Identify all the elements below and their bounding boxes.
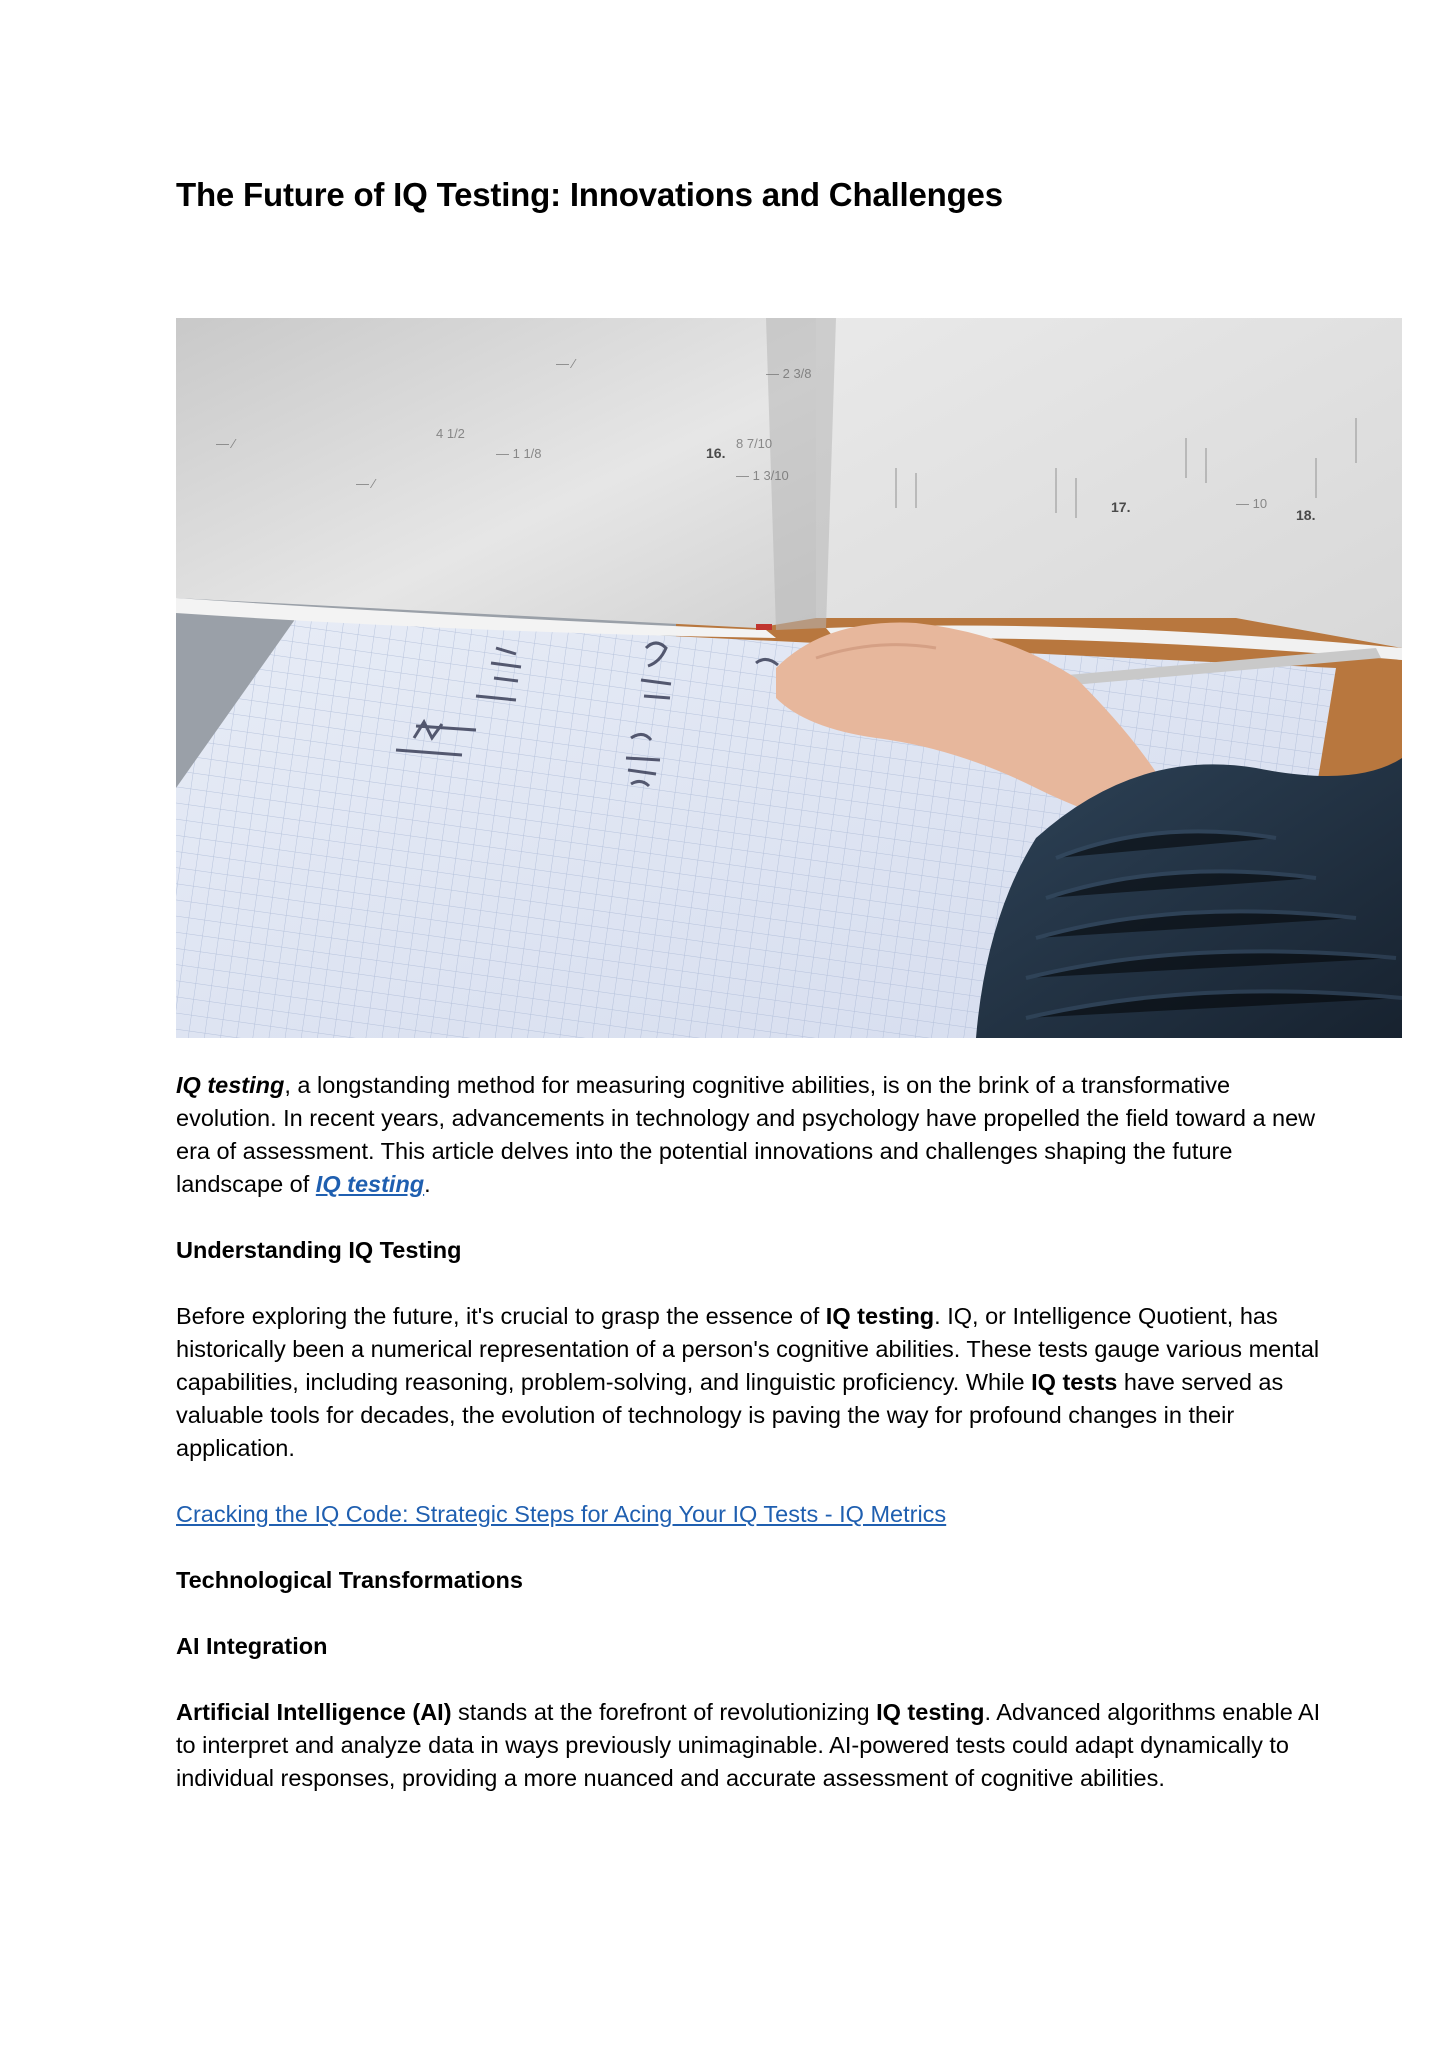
svg-text:— 1 3/10: — 1 3/10 bbox=[736, 468, 789, 483]
intro-paragraph bbox=[176, 1069, 1326, 1201]
svg-text:— 1 1/8: — 1 1/8 bbox=[496, 446, 542, 461]
svg-text:8 7/10: 8 7/10 bbox=[736, 436, 773, 451]
understanding-paragraph bbox=[176, 1300, 1326, 1465]
intro-text-1: , a longstanding method for measuring cognitive abilities, is on the brink of a transformative evolution. In recent years, advancements in technology and psychology have propelled the field toward a new era of assessment. This article delves into the potential innovations and challenges shaping the future landscape of bbox=[176, 1072, 1316, 1197]
page-title: The Future of IQ Testing: Innovations and Challenges bbox=[176, 176, 1003, 213]
svg-text:— ⁄: — ⁄ bbox=[356, 476, 375, 491]
ai-text-2: . Advanced algorithms enable AI to interpret and analyze data in ways previously unimaginable. AI-powered tests could adapt dynamically to individual responses, providing a more nuanced and accurate assessment of cognitive abilities. bbox=[176, 1699, 1321, 1791]
svg-text:— 10: — 10 bbox=[1236, 496, 1268, 511]
section-heading-understanding: Understanding IQ Testing bbox=[176, 1237, 462, 1263]
intro-text-2: . bbox=[424, 1171, 431, 1197]
svg-text:— ⁄: — ⁄ bbox=[556, 356, 575, 371]
related-article-link[interactable]: Cracking the IQ Code: Strategic Steps for Acing Your IQ Tests - IQ Metrics bbox=[176, 1501, 947, 1527]
understanding-text-2: . IQ, or Intelligence Quotient, has historically been a numerical representation of a person's cognitive abilities. These tests gauge various mental capabilities, including reasoning, problem-solving, and linguistic proficiency. While bbox=[176, 1303, 1320, 1395]
hero-mark-16: 16. bbox=[706, 445, 726, 461]
article-body bbox=[176, 1069, 1326, 1795]
understanding-text-3: have served as valuable tools for decades, the evolution of technology is paving the way for profound changes in their application. bbox=[176, 1369, 1284, 1461]
svg-text:— 2 3/8: — 2 3/8 bbox=[766, 366, 812, 381]
intro-lead-term: IQ testing bbox=[176, 1072, 285, 1098]
ai-bold-1: Artificial Intelligence (AI) bbox=[176, 1699, 452, 1725]
intro-iq-testing-link[interactable]: IQ testing bbox=[315, 1171, 425, 1197]
ai-bold-2: IQ testing bbox=[876, 1699, 985, 1725]
hero-image bbox=[176, 318, 1402, 1038]
understanding-bold-2: IQ tests bbox=[1031, 1369, 1118, 1395]
understanding-text-1: Before exploring the future, it's crucial to grasp the essence of bbox=[176, 1303, 826, 1329]
ai-paragraph bbox=[176, 1696, 1326, 1795]
svg-text:— ⁄: — ⁄ bbox=[216, 436, 235, 451]
ai-text-1: stands at the forefront of revolutionizing bbox=[451, 1699, 877, 1725]
understanding-bold-1: IQ testing bbox=[825, 1303, 935, 1329]
hero-mark-17: 17. bbox=[1111, 499, 1131, 515]
svg-text:4 1/2: 4 1/2 bbox=[436, 426, 465, 441]
section-heading-technological: Technological Transformations bbox=[176, 1567, 523, 1593]
hero-mark-18: 18. bbox=[1296, 507, 1316, 523]
subheading-ai-integration: AI Integration bbox=[176, 1633, 328, 1659]
